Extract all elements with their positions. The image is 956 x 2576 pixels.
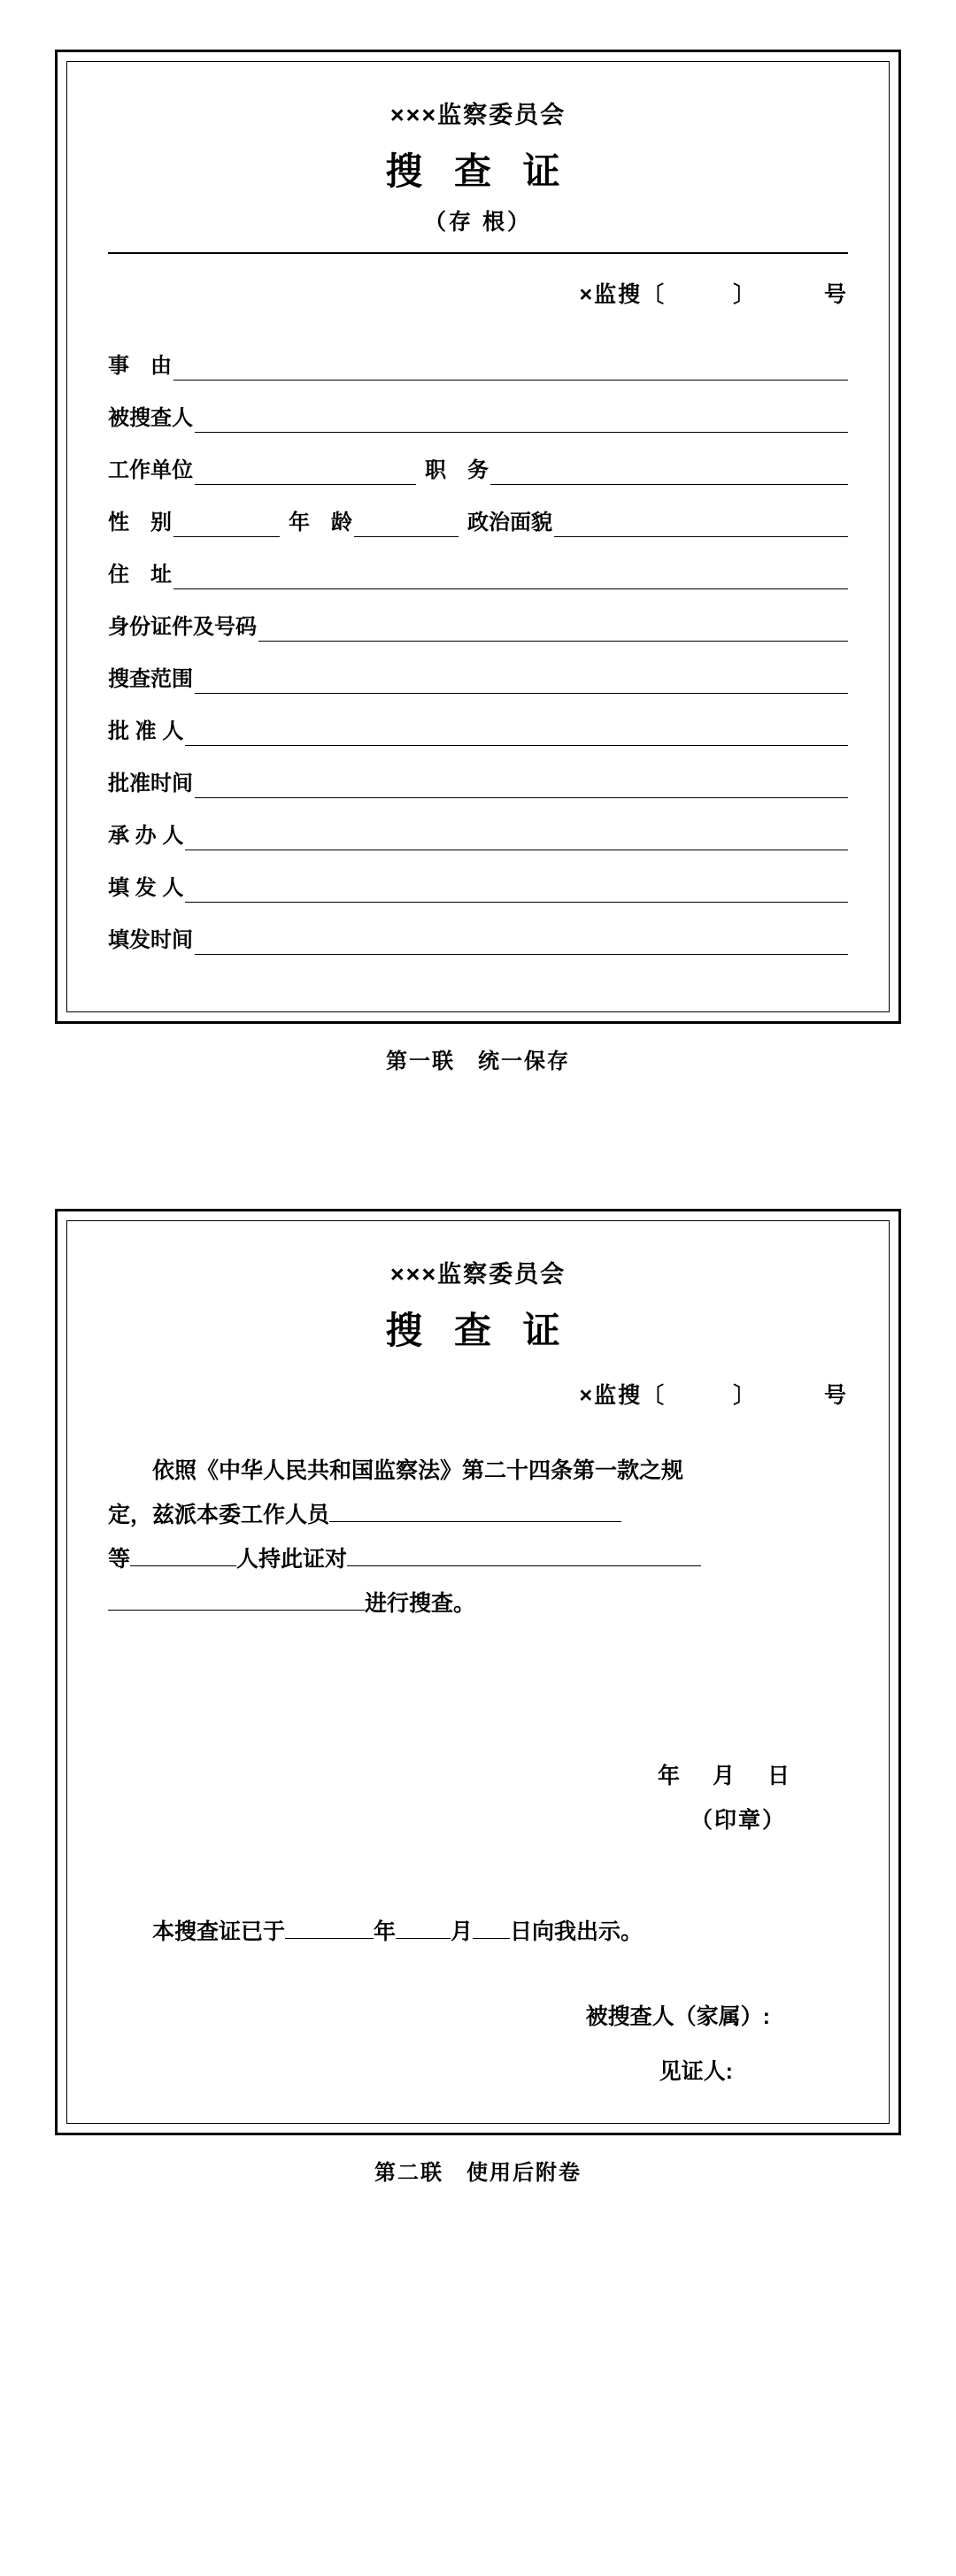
issuing-organization-2: ×××监察委员会	[389, 1261, 567, 1288]
field-label-reason: 事 由	[108, 354, 172, 378]
field-label-work-unit: 工作单位	[108, 458, 193, 482]
document-number-line	[108, 277, 848, 309]
signature-searched-person[interactable]: 被搜查人（家属）:	[585, 2004, 770, 2029]
field-row-approval-time	[108, 765, 848, 798]
field-label-search-scope: 搜查范围	[108, 667, 193, 691]
authorization-text-4: 人持此证对	[236, 1547, 348, 1572]
service-notice-text-1: 本搜查证已于	[152, 1919, 286, 1944]
field-row-gender-age-political	[108, 504, 848, 537]
field-input-gender[interactable]	[173, 513, 280, 537]
service-notice-text-3: 月	[451, 1919, 474, 1944]
document-number-suffix: 号	[823, 282, 848, 307]
document-title: 搜 查 证	[385, 150, 571, 192]
authorization-line-2	[108, 1493, 848, 1537]
authorization-text-5: 进行搜查。	[365, 1591, 476, 1616]
field-label-political-status: 政治面貌	[467, 511, 552, 534]
issuing-organization: ×××监察委员会	[389, 102, 567, 128]
field-label-age: 年 龄	[289, 511, 352, 534]
document-page-1	[0, 0, 956, 1110]
field-input-approval-time[interactable]	[195, 774, 848, 798]
field-label-issue-time: 填发时间	[108, 928, 193, 952]
field-input-handler[interactable]	[185, 827, 848, 850]
authorization-line-1	[108, 1449, 848, 1493]
field-label-gender: 性 别	[108, 511, 172, 534]
title-block-2	[108, 1255, 848, 1355]
field-input-search-target-2[interactable]	[108, 1587, 365, 1611]
form-card-inner-2	[66, 1220, 890, 2124]
field-input-notice-year[interactable]	[285, 1915, 374, 1939]
field-row-id-document	[108, 609, 848, 642]
form-card-inner-1	[66, 61, 890, 1012]
field-input-age[interactable]	[354, 513, 459, 537]
authorization-line-4	[108, 1581, 848, 1626]
authorization-line-3	[108, 1537, 848, 1581]
body-blank-space	[108, 1626, 848, 1758]
field-input-searched-person[interactable]	[195, 409, 848, 433]
authorization-text-3: 等	[108, 1547, 131, 1572]
title-block-1	[108, 96, 848, 236]
field-input-notice-month[interactable]	[396, 1915, 451, 1939]
field-input-issue-time[interactable]	[195, 931, 848, 955]
service-notice-line	[108, 1914, 848, 1946]
field-input-work-unit[interactable]	[195, 461, 416, 485]
field-row-address	[108, 557, 848, 589]
service-notice-text-4: 日向我出示。	[510, 1919, 644, 1944]
field-input-approver[interactable]	[185, 722, 848, 746]
field-label-approval-time: 批准时间	[108, 772, 193, 796]
field-row-handler	[108, 818, 848, 850]
header-divider	[108, 252, 848, 254]
document-subtitle: （存 根）	[424, 210, 532, 235]
field-input-personnel-names[interactable]	[329, 1498, 621, 1522]
page-gap	[0, 1110, 956, 1159]
document-number-prefix: ×监搜〔	[579, 282, 667, 307]
field-row-issuer	[108, 870, 848, 903]
field-label-position: 职 务	[425, 458, 489, 482]
field-input-personnel-count[interactable]	[130, 1542, 236, 1566]
field-input-address[interactable]	[173, 565, 848, 589]
field-input-position[interactable]	[490, 461, 848, 485]
field-label-id-document: 身份证件及号码	[108, 615, 257, 639]
document-number-mid: 〕	[733, 282, 758, 307]
field-row-searched-person	[108, 400, 848, 433]
seal-label: （印章）	[690, 1808, 786, 1833]
field-input-reason[interactable]	[173, 357, 848, 381]
document-number-mid-2: 〕	[733, 1383, 758, 1408]
copy-caption-2: 第二联 使用后附卷	[374, 2161, 582, 2185]
form-card-1	[55, 50, 901, 1024]
field-label-issuer: 填 发 人	[108, 876, 184, 900]
field-input-issuer[interactable]	[185, 879, 848, 903]
service-notice-text-2: 年	[374, 1919, 397, 1944]
field-row-search-scope	[108, 661, 848, 694]
signature-date-label: 年 月 日	[657, 1764, 795, 1788]
field-label-handler: 承 办 人	[108, 824, 184, 848]
field-row-reason	[108, 348, 848, 381]
field-input-notice-day[interactable]	[473, 1915, 510, 1939]
authorization-paragraph	[108, 1449, 848, 1626]
document-number-prefix-2: ×监搜〔	[579, 1383, 667, 1408]
copy-caption-1: 第一联 统一保存	[386, 1050, 570, 1073]
field-input-id-document[interactable]	[258, 618, 848, 642]
field-input-search-scope[interactable]	[195, 670, 848, 694]
signature-witness[interactable]: 见证人:	[659, 2059, 733, 2084]
document-number-line-2	[108, 1378, 848, 1410]
field-label-searched-person: 被搜查人	[108, 406, 193, 430]
form-card-2	[55, 1209, 901, 2135]
document-number-suffix-2: 号	[823, 1383, 848, 1408]
field-input-political-status[interactable]	[554, 513, 848, 537]
form-fields	[108, 348, 848, 955]
document-title-2: 搜 查 证	[385, 1310, 571, 1351]
field-row-work-unit	[108, 452, 848, 485]
authorization-text-2: 定，兹派本委工作人员	[108, 1503, 330, 1527]
document-page-2	[0, 1159, 956, 2221]
field-input-search-target-1[interactable]	[347, 1542, 701, 1566]
authorization-text-1: 依照《中华人民共和国监察法》第二十四条第一款之规	[152, 1458, 684, 1483]
field-row-approver	[108, 713, 848, 746]
field-row-issue-time	[108, 922, 848, 955]
field-label-address: 住 址	[108, 563, 172, 587]
field-label-approver: 批 准 人	[108, 719, 184, 743]
